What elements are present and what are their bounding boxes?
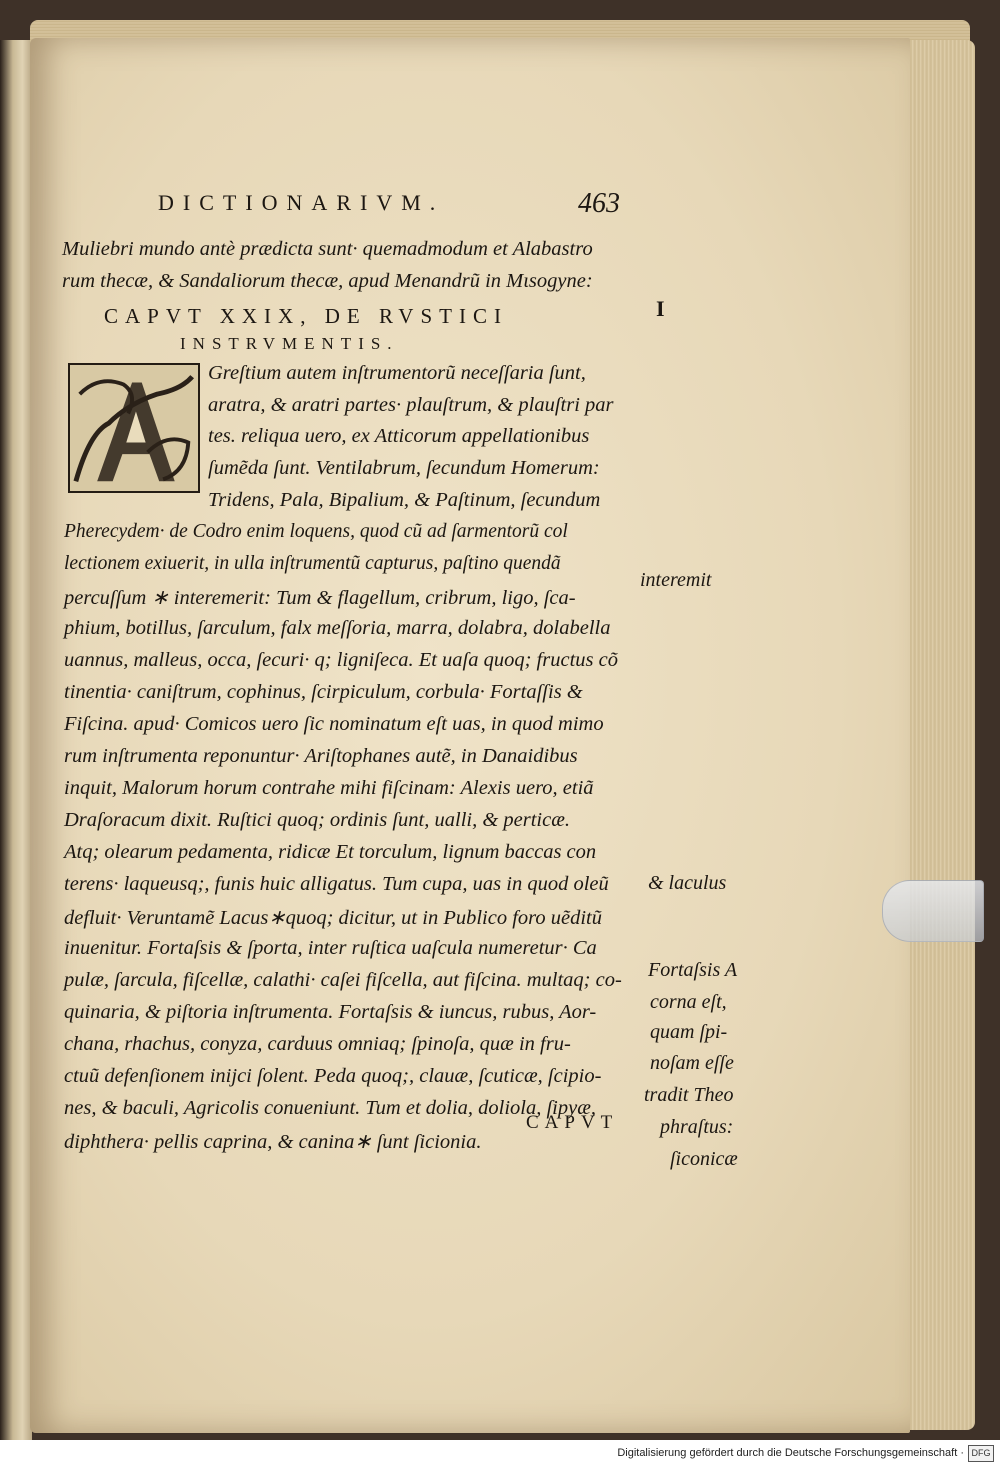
marginal-note: tradit Theo xyxy=(644,1084,734,1106)
marginal-note: noſam eſſe xyxy=(650,1052,734,1074)
text-line: defluit· Veruntamẽ Lacus∗quoq; dicitur, ut in Publico foro uẽditũ xyxy=(64,907,602,929)
text-line: tinentia· caniſtrum, cophinus, ſcirpiculum, corbula· Fortaſſis & xyxy=(64,681,583,703)
funding-credit: Digitalisierung gefördert durch die Deutsche Forschungsgemeinschaft · xyxy=(617,1447,964,1459)
text-line: percuſſum ∗ interemerit: Tum & flagellum, cribrum, ligo, ſca- xyxy=(64,587,576,609)
marginal-note: corna eſt, xyxy=(650,991,727,1013)
text-line: uannus, malleus, occa, ſecuri· q; ligniſeca. Et uaſa quoq; fructus cõ xyxy=(64,649,618,671)
text-line: Draſoracum dixit. Ruſtici quoq; ordinis ſunt, ualli, & perticæ. xyxy=(64,809,571,831)
text-line: phium, botillus, ſarculum, falx meſſoria, marra, dolabra, dolabella xyxy=(64,617,611,639)
text-line: quinaria, & piſtoria inſtrumenta. Fortaſsis & iuncus, rubus, Aor- xyxy=(64,1001,597,1023)
text-line: pulæ, ſarcula, fiſcellæ, calathi· caſei fiſcella, aut fiſcina. multaq; co- xyxy=(64,969,622,991)
page-number: 463 xyxy=(578,188,620,219)
text-line: Pherecydem· de Codro enim loquens, quod cũ ad ſarmentorũ col xyxy=(64,521,568,542)
text-line: inuenitur. Fortaſsis & ſporta, inter ruſtica uaſcula numeretur· Ca xyxy=(64,937,597,959)
marginal-note: ſiconicæ xyxy=(670,1148,738,1170)
marginal-note: phraſtus: xyxy=(660,1116,734,1138)
text-line: lectionem exiuerit, in ulla inſtrumentũ capturus, paſtino quendã xyxy=(64,553,561,574)
text-line: Fiſcina. apud· Comicos uero ſic nominatum eſt uas, in quod mimo xyxy=(64,713,604,735)
catchword: CAPVT xyxy=(526,1112,619,1133)
text-line: diphthera· pellis caprina, & canina∗ ſunt ſicionia. xyxy=(64,1131,482,1153)
text-line: Atq; olearum pedamenta, ridicæ Et torculum, lignum baccas con xyxy=(64,841,597,863)
text-line: terens· laqueusq;, funis huic alligatus. Tum cupa, uas in quod oleũ xyxy=(64,873,609,895)
facing-page-edge xyxy=(0,40,32,1440)
chapter-heading-cont: INSTRVMENTIS. xyxy=(180,334,399,353)
dfg-logo-icon: DFG xyxy=(968,1445,994,1462)
chapter-heading: CAPVT XXIX, DE RVSTICI xyxy=(104,304,508,328)
marginal-note: interemit xyxy=(640,569,712,591)
text-line: aratra, & aratri partes· plauſtrum, & plauſtri par xyxy=(208,394,614,416)
text-line: Muliebri mundo antè prædicta sunt· quemadmodum et Alabastro xyxy=(62,238,593,260)
page-clip xyxy=(882,880,984,942)
text-line: rum thecæ, & Sandaliorum thecæ, apud Menandrũ in Mιsogyne: xyxy=(62,270,593,292)
marginal-note: quam ſpi- xyxy=(650,1021,728,1043)
book-fore-edge xyxy=(905,40,975,1430)
text-line: inquit, Malorum horum contrahe mihi fiſcinam: Alexis uero, etiã xyxy=(64,777,594,799)
marginal-note: Fortaſsis A xyxy=(648,959,738,981)
text-line: Greſtium autem inſtrumentorũ neceſſaria ſunt, xyxy=(208,362,586,384)
text-line: ctuũ defenſionem inijci ſolent. Peda quoq;, clauæ, ſcuticæ, ſcipio- xyxy=(64,1065,602,1087)
decorated-initial-a xyxy=(68,363,200,493)
text-line: tes. reliqua uero, ex Atticorum appellationibus xyxy=(208,425,590,447)
ornamental-letter-a-icon xyxy=(70,365,198,491)
text-line: ſumẽda ſunt. Ventilabrum, ſecundum Homerum: xyxy=(208,457,600,479)
text-line: chana, rhachus, conyza, carduus omniaq; ſpinoſa, quæ in fru- xyxy=(64,1033,571,1055)
text-line: Tridens, Pala, Bipalium, & Paſtinum, ſecundum xyxy=(208,489,601,511)
running-title: DICTIONARIVM. xyxy=(158,190,445,215)
marginal-note: & laculus xyxy=(648,872,727,894)
text-line: rum inſtrumenta reponuntur· Ariſtophanes autẽ, in Danaidibus xyxy=(64,745,578,767)
text-line: nes, & baculi, Agricolis conueniunt. Tum et dolia, doliola, ſipyæ, xyxy=(64,1097,597,1119)
margin-mark: I xyxy=(656,296,665,321)
